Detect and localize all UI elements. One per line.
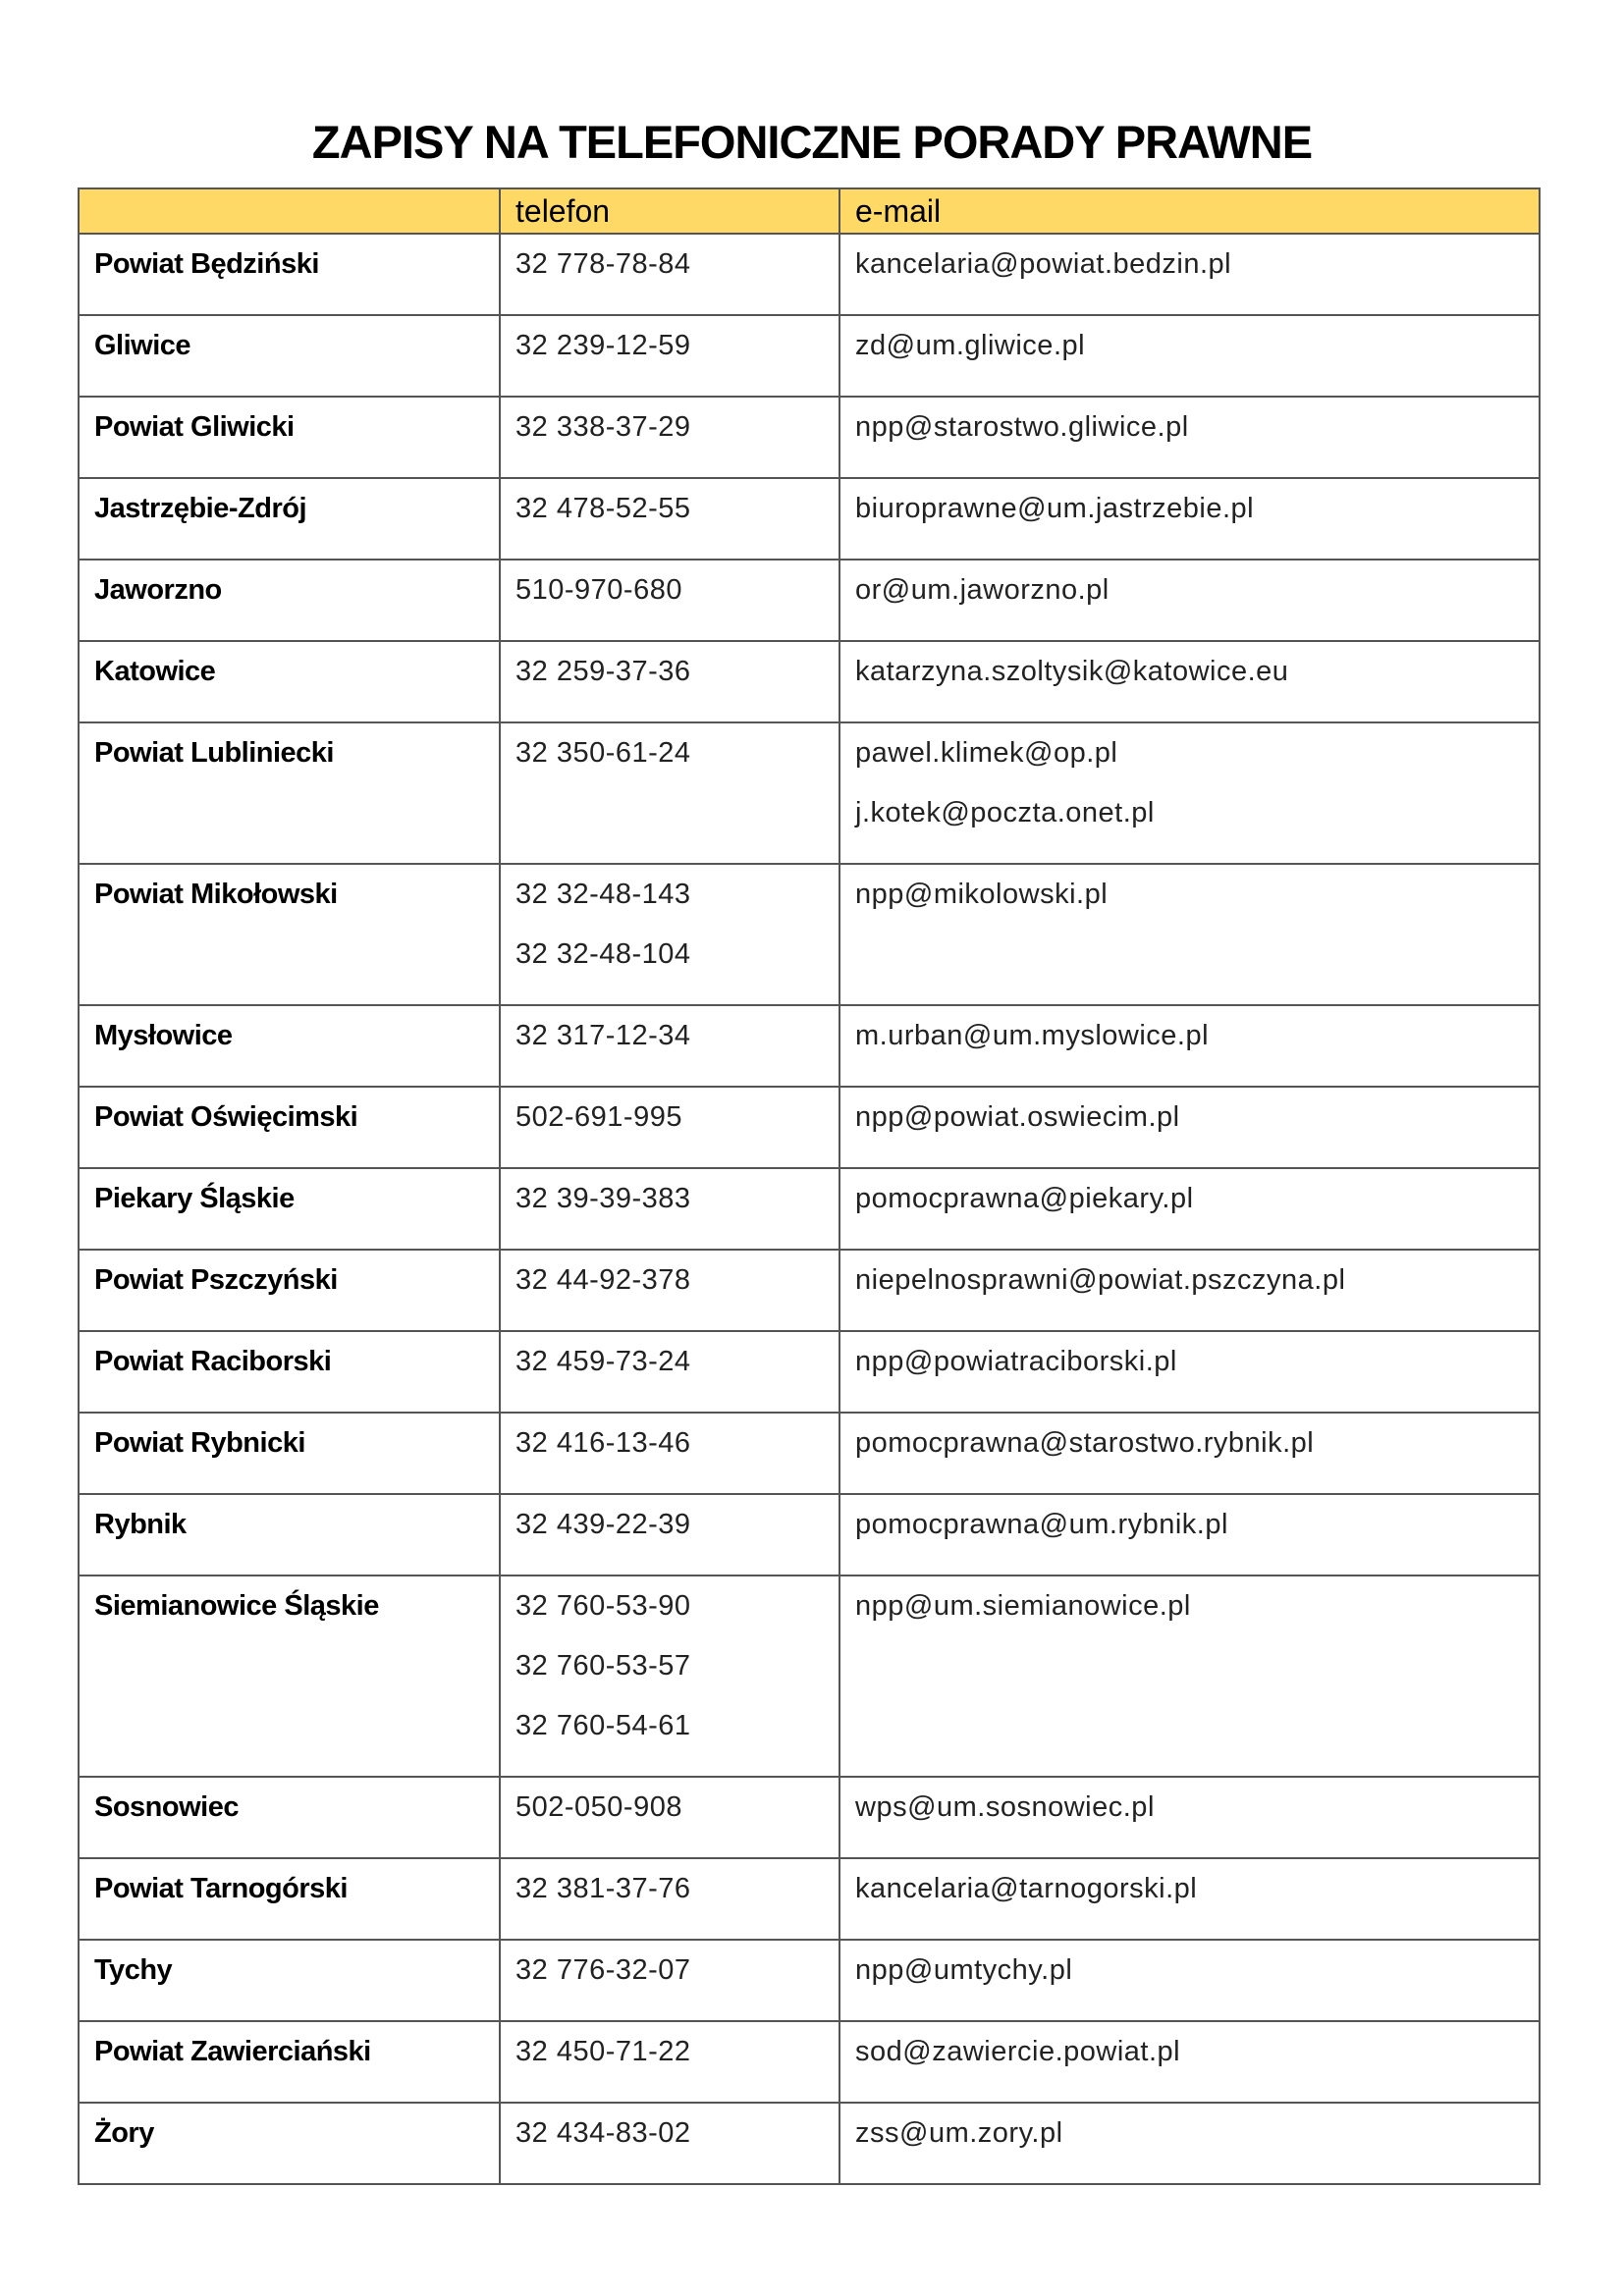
email-cell: [839, 864, 1540, 1005]
email-cell: [839, 478, 1540, 560]
phone-number: 510-970-680: [515, 574, 682, 606]
area-label: Tychy: [94, 1954, 173, 1986]
phone-number: 32 760-53-90: [515, 1590, 691, 1622]
page-title: ZAPISY NA TELEFONICZNE PORADY PRAWNE: [311, 116, 1313, 169]
phone-cell: [500, 478, 839, 560]
phone-cell: [500, 2103, 839, 2184]
table-row: [79, 1940, 1540, 2021]
email-cell: [839, 722, 1540, 864]
phone-number: 502-691-995: [515, 1101, 682, 1133]
area-label: Gliwice: [94, 330, 191, 361]
phone-number: 32 434-83-02: [515, 2117, 691, 2149]
area-name: [79, 478, 500, 560]
phone-cell: [500, 864, 839, 1005]
area-label: Powiat Lubliniecki: [94, 737, 334, 769]
phone-number: 32 776-32-07: [515, 1954, 691, 1986]
phone-cell: [500, 1087, 839, 1168]
area-name: [79, 315, 500, 397]
email-cell: [839, 1777, 1540, 1858]
area-label: Piekary Śląskie: [94, 1183, 295, 1214]
table-row: [79, 2103, 1540, 2184]
area-label: Jaworzno: [94, 574, 222, 606]
email-cell: [839, 2021, 1540, 2103]
area-label: Mysłowice: [94, 1020, 233, 1051]
area-name: [79, 722, 500, 864]
area-label: Siemianowice Śląskie: [94, 1590, 379, 1622]
email-cell: [839, 397, 1540, 478]
phone-cell: [500, 1250, 839, 1331]
phone-number: 32 439-22-39: [515, 1509, 691, 1540]
area-name: [79, 397, 500, 478]
phone-number: 32 450-71-22: [515, 2036, 691, 2067]
phone-number: 32 32-48-104: [515, 938, 691, 970]
email-address[interactable]: wps@um.sosnowiec.pl: [855, 1791, 1155, 1823]
email-address[interactable]: pomocprawna@starostwo.rybnik.pl: [855, 1427, 1315, 1459]
phone-number: 32 39-39-383: [515, 1183, 691, 1214]
area-name: [79, 1858, 500, 1940]
table-row: [79, 2021, 1540, 2103]
email-address[interactable]: pomocprawna@piekary.pl: [855, 1183, 1194, 1214]
phone-cell: [500, 1858, 839, 1940]
area-label: Powiat Pszczyński: [94, 1264, 338, 1296]
phone-cell: [500, 1413, 839, 1494]
email-address[interactable]: katarzyna.szoltysik@katowice.eu: [855, 656, 1289, 687]
table-body: [79, 234, 1540, 2184]
email-cell: [839, 1494, 1540, 1575]
email-address[interactable]: niepelnosprawni@powiat.pszczyna.pl: [855, 1264, 1346, 1296]
table-row: [79, 1168, 1540, 1250]
table-row: [79, 1777, 1540, 1858]
area-label: Powiat Tarnogórski: [94, 1873, 348, 1904]
email-address[interactable]: zss@um.zory.pl: [855, 2117, 1063, 2149]
phone-cell: [500, 722, 839, 864]
table-row: [79, 1413, 1540, 1494]
area-name: [79, 1413, 500, 1494]
phone-cell: [500, 397, 839, 478]
email-address[interactable]: npp@umtychy.pl: [855, 1954, 1073, 1986]
email-address[interactable]: npp@um.siemianowice.pl: [855, 1590, 1191, 1622]
area-label: Sosnowiec: [94, 1791, 239, 1823]
table-row: [79, 864, 1540, 1005]
area-name: [79, 1940, 500, 2021]
phone-cell: [500, 1331, 839, 1413]
email-cell: [839, 315, 1540, 397]
area-label: Żory: [94, 2117, 154, 2149]
table-row: [79, 1005, 1540, 1087]
area-label: Powiat Zawierciański: [94, 2036, 371, 2067]
phone-cell: [500, 315, 839, 397]
email-cell: [839, 1168, 1540, 1250]
phone-number: 32 317-12-34: [515, 1020, 691, 1051]
area-label: Powiat Oświęcimski: [94, 1101, 358, 1133]
email-address[interactable]: biuroprawne@um.jastrzebie.pl: [855, 493, 1255, 524]
phone-number: 32 44-92-378: [515, 1264, 691, 1296]
table-row: [79, 478, 1540, 560]
phone-cell: [500, 1575, 839, 1777]
phone-number: 32 459-73-24: [515, 1346, 691, 1377]
phone-number: 32 239-12-59: [515, 330, 691, 361]
email-cell: [839, 1331, 1540, 1413]
phone-number: 32 478-52-55: [515, 493, 691, 524]
email-cell: [839, 560, 1540, 641]
area-name: [79, 641, 500, 722]
table-row: [79, 1250, 1540, 1331]
email-address[interactable]: or@um.jaworzno.pl: [855, 574, 1110, 606]
contacts-table: [78, 187, 1541, 2185]
area-name: [79, 2103, 500, 2184]
phone-cell: [500, 1494, 839, 1575]
table-row: [79, 641, 1540, 722]
area-label: Powiat Raciborski: [94, 1346, 332, 1377]
table-row: [79, 1858, 1540, 1940]
area-name: [79, 1005, 500, 1087]
phone-number: 32 350-61-24: [515, 737, 691, 769]
header-phone: telefon: [500, 188, 839, 234]
email-address[interactable]: npp@powiatraciborski.pl: [855, 1346, 1177, 1377]
table-row: [79, 1087, 1540, 1168]
email-address[interactable]: npp@powiat.oswiecim.pl: [855, 1101, 1180, 1133]
email-address[interactable]: npp@mikolowski.pl: [855, 879, 1109, 910]
phone-number: 32 760-54-61: [515, 1710, 691, 1741]
email-address[interactable]: zd@um.gliwice.pl: [855, 330, 1086, 361]
header-area: [79, 188, 500, 234]
area-name: [79, 1494, 500, 1575]
email-cell: [839, 1005, 1540, 1087]
phone-cell: [500, 1005, 839, 1087]
area-label: Katowice: [94, 656, 216, 687]
table-row: [79, 315, 1540, 397]
header-row: [79, 188, 1540, 234]
table-row: [79, 722, 1540, 864]
phone-cell: [500, 1168, 839, 1250]
table-row: [79, 234, 1540, 315]
area-name: [79, 560, 500, 641]
area-name: [79, 234, 500, 315]
email-address[interactable]: kancelaria@powiat.bedzin.pl: [855, 248, 1232, 280]
area-name: [79, 1575, 500, 1777]
phone-cell: [500, 2021, 839, 2103]
area-label: Rybnik: [94, 1509, 187, 1540]
phone-number: 32 32-48-143: [515, 879, 691, 910]
table-header: [79, 188, 1540, 234]
phone-cell: [500, 1777, 839, 1858]
area-name: [79, 1087, 500, 1168]
table-row: [79, 397, 1540, 478]
area-label: Jastrzębie-Zdrój: [94, 493, 306, 524]
table-row: [79, 1575, 1540, 1777]
email-cell: [839, 641, 1540, 722]
email-cell: [839, 1858, 1540, 1940]
area-name: [79, 1777, 500, 1858]
email-address[interactable]: npp@starostwo.gliwice.pl: [855, 411, 1189, 443]
phone-number: 32 338-37-29: [515, 411, 691, 443]
email-cell: [839, 1413, 1540, 1494]
phone-number: 502-050-908: [515, 1791, 682, 1823]
email-cell: [839, 1940, 1540, 2021]
phone-number: 32 778-78-84: [515, 248, 691, 280]
table-row: [79, 1494, 1540, 1575]
area-label: Powiat Rybnicki: [94, 1427, 305, 1459]
table-row: [79, 1331, 1540, 1413]
phone-cell: [500, 234, 839, 315]
header-email: e-mail: [839, 188, 1540, 234]
email-address[interactable]: sod@zawiercie.powiat.pl: [855, 2036, 1181, 2067]
email-cell: [839, 234, 1540, 315]
email-address[interactable]: j.kotek@poczta.onet.pl: [855, 797, 1155, 828]
phone-cell: [500, 560, 839, 641]
email-address[interactable]: m.urban@um.myslowice.pl: [855, 1020, 1210, 1051]
area-name: [79, 1168, 500, 1250]
area-label: Powiat Gliwicki: [94, 411, 295, 443]
area-name: [79, 864, 500, 1005]
area-name: [79, 1331, 500, 1413]
phone-cell: [500, 641, 839, 722]
area-label: Powiat Będziński: [94, 248, 319, 280]
phone-number: 32 416-13-46: [515, 1427, 691, 1459]
phone-number: 32 381-37-76: [515, 1873, 691, 1904]
table-row: [79, 560, 1540, 641]
phone-number: 32 760-53-57: [515, 1650, 691, 1682]
email-cell: [839, 1087, 1540, 1168]
email-address[interactable]: pawel.klimek@op.pl: [855, 737, 1118, 769]
phone-number: 32 259-37-36: [515, 656, 691, 687]
area-name: [79, 1250, 500, 1331]
area-label: Powiat Mikołowski: [94, 879, 338, 910]
email-address[interactable]: pomocprawna@um.rybnik.pl: [855, 1509, 1228, 1540]
phone-cell: [500, 1940, 839, 2021]
email-cell: [839, 1250, 1540, 1331]
email-cell: [839, 1575, 1540, 1777]
area-name: [79, 2021, 500, 2103]
email-address[interactable]: kancelaria@tarnogorski.pl: [855, 1873, 1198, 1904]
email-cell: [839, 2103, 1540, 2184]
